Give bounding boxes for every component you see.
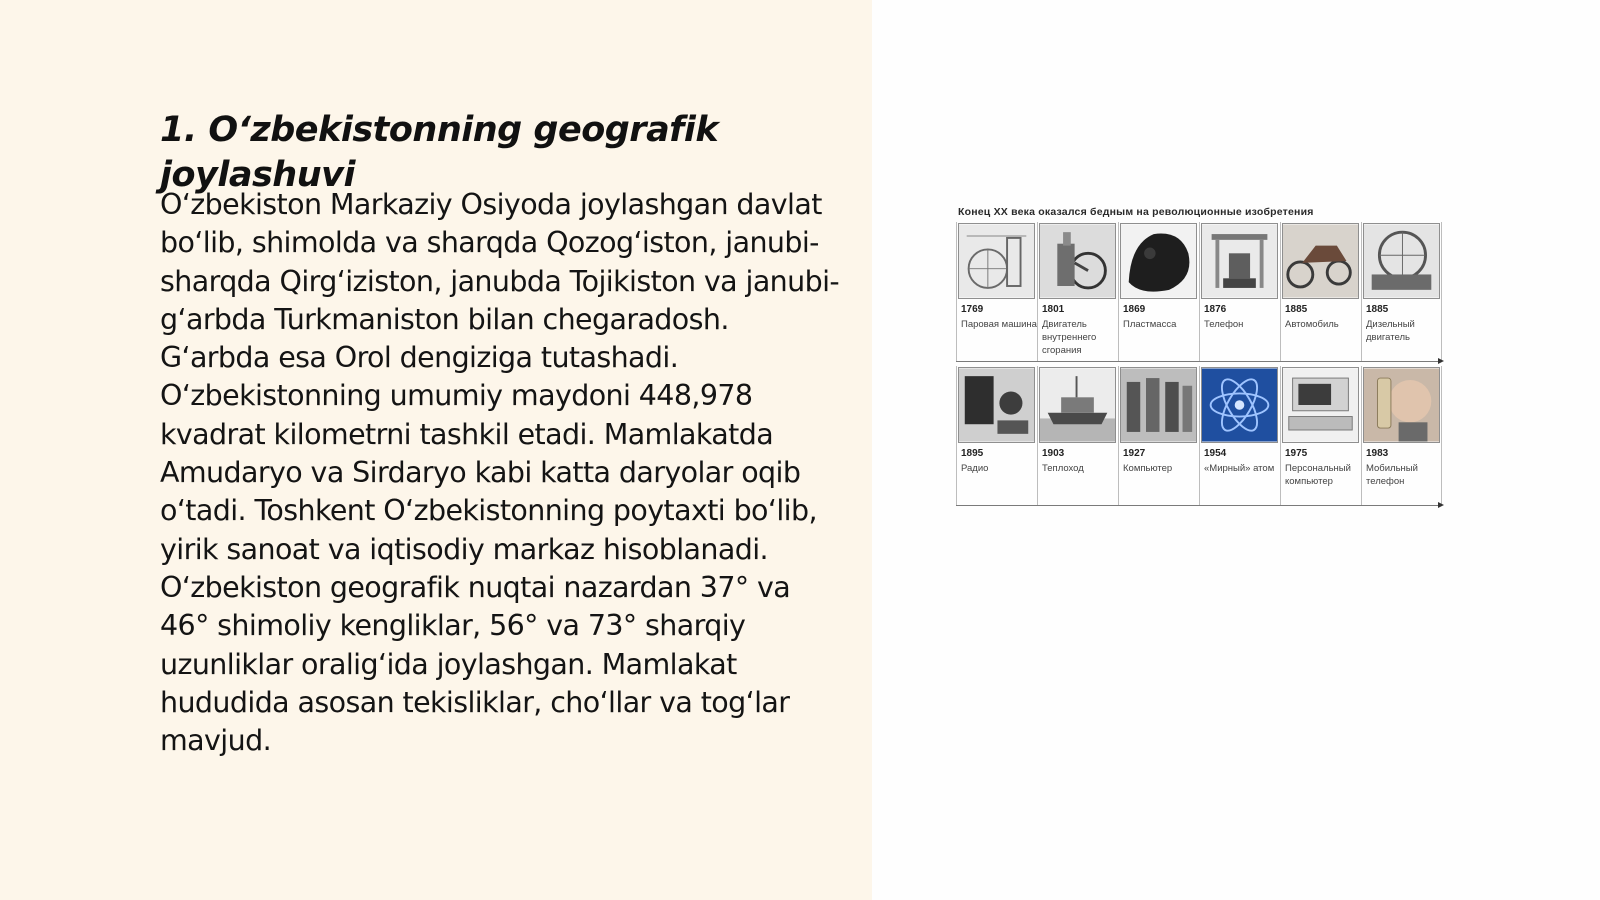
invention-cell bbox=[1361, 366, 1442, 506]
invention-cell bbox=[1199, 366, 1280, 506]
invention-cell bbox=[1037, 366, 1118, 506]
invention-label: Паровая машина bbox=[961, 319, 1037, 330]
infographic-row-2 bbox=[956, 366, 1442, 506]
invention-label: Компьютер bbox=[1123, 463, 1173, 474]
invention-cell bbox=[1199, 222, 1280, 362]
combustion-engine-photo-icon bbox=[1039, 223, 1116, 299]
invention-label: Теплоход bbox=[1042, 463, 1084, 474]
infographic-row-1 bbox=[956, 222, 1442, 362]
invention-year: 1801 bbox=[1042, 304, 1065, 315]
steam-engine-photo-icon bbox=[958, 223, 1035, 299]
invention-year: 1876 bbox=[1204, 304, 1227, 315]
invention-cell bbox=[1280, 222, 1361, 362]
invention-cell bbox=[1361, 222, 1442, 362]
invention-cell bbox=[1118, 366, 1199, 506]
motor-ship-photo-icon bbox=[1039, 367, 1116, 443]
timeline-arrow bbox=[956, 361, 1442, 362]
invention-cell bbox=[1280, 366, 1361, 506]
infographic-title: Конец XX века оказался бедным на революционные изобретения bbox=[958, 206, 1314, 218]
invention-year: 1895 bbox=[961, 448, 984, 459]
invention-label: Автомобиль bbox=[1285, 319, 1339, 330]
diesel-engine-photo-icon bbox=[1363, 223, 1440, 299]
mobile-phone-photo-icon bbox=[1363, 367, 1440, 443]
invention-year: 1983 bbox=[1366, 448, 1389, 459]
plastic-photo-icon bbox=[1120, 223, 1197, 299]
invention-year: 1903 bbox=[1042, 448, 1065, 459]
automobile-photo-icon bbox=[1282, 223, 1359, 299]
invention-year: 1975 bbox=[1285, 448, 1308, 459]
invention-label: Двигатель внутреннего сгорания bbox=[1042, 319, 1097, 356]
invention-cell bbox=[956, 222, 1037, 362]
invention-label: Дизельный двигатель bbox=[1366, 319, 1415, 343]
invention-label: Персональный компьютер bbox=[1285, 463, 1351, 487]
telephone-photo-icon bbox=[1201, 223, 1278, 299]
invention-year: 1885 bbox=[1366, 304, 1389, 315]
invention-year: 1885 bbox=[1285, 304, 1308, 315]
invention-label: Радио bbox=[961, 463, 989, 474]
computer-photo-icon bbox=[1120, 367, 1197, 443]
invention-label: Телефон bbox=[1204, 319, 1244, 330]
invention-cell bbox=[956, 366, 1037, 506]
invention-year: 1769 bbox=[961, 304, 984, 315]
personal-computer-photo-icon bbox=[1282, 367, 1359, 443]
timeline-arrow bbox=[956, 505, 1442, 506]
atom-photo-icon bbox=[1201, 367, 1278, 443]
invention-label: Пластмасса bbox=[1123, 319, 1177, 330]
invention-year: 1927 bbox=[1123, 448, 1146, 459]
invention-year: 1954 bbox=[1204, 448, 1227, 459]
slide-body-text: O‘zbekiston Markaziy Osiyoda joylashgan davlat bo‘lib, shimolda va sharqda Qozog‘iston, janubi-sharqda Qirg‘iziston, janubda Tojikiston va janubi-g‘arbda Turkmaniston bilan chegaradosh. G‘arbda esa Orol dengiziga tutashadi. O‘zbekistonning umumiy maydoni 448,978 kvadrat kilometrni tashkil etadi. Mamlakatda Amudaryo va Sirdaryo kabi katta daryolar oqib o‘tadi. Toshkent O‘zbekistonning poytaxti bo‘lib, yirik sanoat va iqtisodiy markaz hisoblanadi. O‘zbekiston geografik nuqtai nazardan 37° va 46° shimoliy kengliklar, 56° va 73° sharqiy uzunliklar oralig‘ida joylashgan. Mamlakat hududida asosan tekisliklar, cho‘llar va tog‘lar mavjud. bbox=[160, 188, 840, 758]
invention-label: Мобильный телефон bbox=[1366, 463, 1418, 487]
invention-label: «Мирный» атом bbox=[1204, 463, 1275, 474]
radio-photo-icon bbox=[958, 367, 1035, 443]
inventions-infographic bbox=[956, 204, 1446, 514]
invention-cell bbox=[1118, 222, 1199, 362]
slide-title: 1. O‘zbekistonning geografik joylashuvi bbox=[160, 110, 719, 195]
invention-year: 1869 bbox=[1123, 304, 1146, 315]
invention-cell bbox=[1037, 222, 1118, 362]
